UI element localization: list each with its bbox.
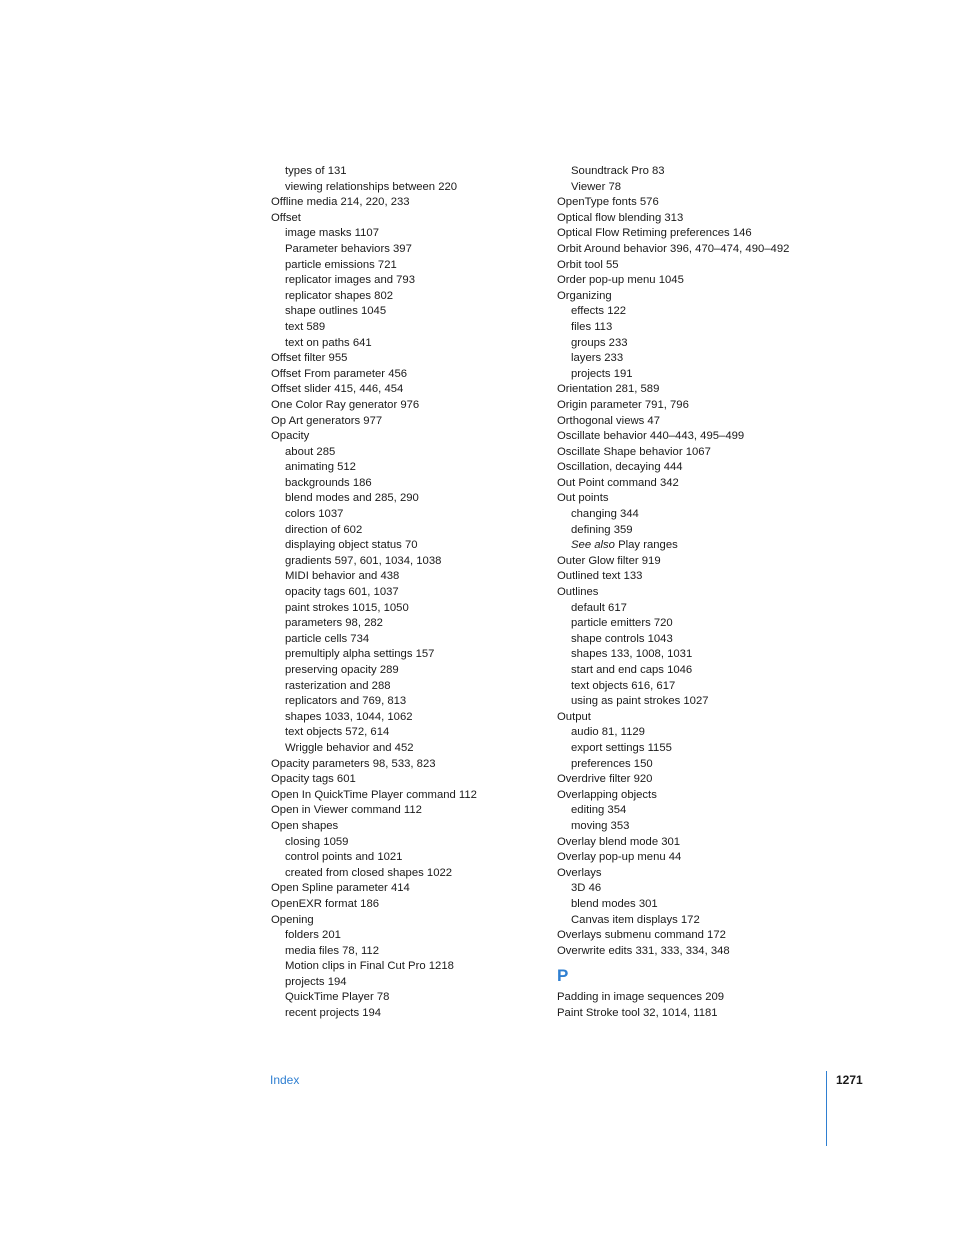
index-subentry: backgrounds 186 <box>285 476 372 489</box>
index-subentry: Viewer 78 <box>571 180 622 193</box>
index-subentry: moving 353 <box>571 819 630 832</box>
index-entry: Open shapes <box>271 819 339 832</box>
index-entry: Paint Stroke tool 32, 1014, 1181 <box>557 1006 718 1019</box>
index-entry: Orbit tool 55 <box>557 258 619 271</box>
index-subentry: types of 131 <box>285 165 347 177</box>
index-subentry: blend modes and 285, 290 <box>285 492 419 505</box>
index-entry: Out Point command 342 <box>557 476 679 489</box>
index-entry: Open in Viewer command 112 <box>271 804 422 817</box>
section-letter-heading: P <box>557 966 569 986</box>
index-subentry: replicators and 769, 813 <box>285 695 407 708</box>
index-column-left <box>271 164 551 1022</box>
index-entry: Oscillation, decaying 444 <box>557 461 683 474</box>
index-entry: Outlines <box>557 586 599 599</box>
index-entry: Offset slider 415, 446, 454 <box>271 383 404 396</box>
index-entry: Oscillate Shape behavior 1067 <box>557 445 711 458</box>
index-subentry: replicator images and 793 <box>285 274 415 287</box>
index-subentry: Wriggle behavior and 452 <box>285 741 414 754</box>
index-entry: Opacity parameters 98, 533, 823 <box>271 757 436 770</box>
index-subentry: text objects 572, 614 <box>285 726 390 739</box>
index-entry: Open In QuickTime Player command 112 <box>271 788 477 801</box>
index-entry: Op Art generators 977 <box>271 414 383 427</box>
index-subentry: paint strokes 1015, 1050 <box>285 601 409 614</box>
index-entry: Padding in image sequences 209 <box>557 991 725 1004</box>
index-subentry: projects 191 <box>571 367 633 380</box>
index-subentry: default 617 <box>571 601 627 614</box>
index-subentry: preferences 150 <box>571 757 653 770</box>
index-entry: Offset <box>271 211 301 224</box>
index-subentry: export settings 1155 <box>571 741 672 754</box>
index-subentry: premultiply alpha settings 157 <box>285 648 435 661</box>
index-subentry: gradients 597, 601, 1034, 1038 <box>285 554 442 567</box>
index-entry: Order pop-up menu 1045 <box>557 274 684 287</box>
index-subentry: shape outlines 1045 <box>285 305 387 318</box>
index-subentry: shapes 133, 1008, 1031 <box>571 648 693 661</box>
index-subentry: direction of 602 <box>285 523 363 536</box>
index-entry: Outlined text 133 <box>557 570 643 583</box>
index-subentry: text 589 <box>285 320 326 333</box>
index-subentry: text on paths 641 <box>285 336 372 349</box>
index-subentry: viewing relationships between 220 <box>285 180 458 193</box>
index-subentry: preserving opacity 289 <box>285 664 399 676</box>
index-subentry: files 113 <box>571 320 613 333</box>
index-subentry: Parameter behaviors 397 <box>285 242 412 255</box>
index-subentry: editing 354 <box>571 804 627 817</box>
index-subentry: groups 233 <box>571 336 628 349</box>
index-entry: Oscillate behavior 440–443, 495–499 <box>557 430 745 443</box>
index-entry: Overlapping objects <box>557 788 657 801</box>
index-subentry: using as paint strokes 1027 <box>571 695 709 708</box>
index-column-right <box>557 164 837 1021</box>
index-subentry: displaying object status 70 <box>285 539 418 552</box>
index-subentry: opacity tags 601, 1037 <box>285 586 399 599</box>
index-subentry: shape controls 1043 <box>571 632 673 645</box>
index-entry: Origin parameter 791, 796 <box>557 398 689 411</box>
index-subentry: Canvas item displays 172 <box>571 913 700 926</box>
index-subentry <box>557 538 837 554</box>
index-entry: Overlays <box>557 866 602 879</box>
index-subentry: folders 201 <box>285 929 341 942</box>
index-subentry: created from closed shapes 1022 <box>285 866 453 879</box>
index-entry: Overdrive filter 920 <box>557 773 653 786</box>
index-subentry: shapes 1033, 1044, 1062 <box>285 710 413 723</box>
index-entry: Opacity tags 601 <box>271 773 356 786</box>
index-subentry: particle emitters 720 <box>571 617 673 630</box>
footer-section-label: Index <box>270 1073 300 1087</box>
index-subentry: rasterization and 288 <box>285 679 391 692</box>
index-subentry: MIDI behavior and 438 <box>285 570 400 583</box>
index-subentry: about 285 <box>285 445 336 458</box>
index-entry: Out points <box>557 492 609 505</box>
index-subentry: start and end caps 1046 <box>571 664 693 676</box>
index-entry: Overlays submenu command 172 <box>557 929 726 942</box>
see-also-target: Play ranges <box>618 539 678 552</box>
index-entry: Orientation 281, 589 <box>557 383 660 396</box>
index-entry: One Color Ray generator 976 <box>271 398 420 411</box>
page-number: 1271 <box>836 1073 863 1087</box>
index-subentry: changing 344 <box>571 508 639 521</box>
index-subentry: replicator shapes 802 <box>285 289 394 302</box>
footer-divider <box>826 1071 827 1146</box>
index-subentry: audio 81, 1129 <box>571 726 645 739</box>
see-also-label: See also <box>571 539 615 552</box>
index-subentry: Motion clips in Final Cut Pro 1218 <box>285 960 454 973</box>
index-entry: Organizing <box>557 289 612 302</box>
index-subentry: 3D 46 <box>571 882 602 895</box>
index-subentry: closing 1059 <box>285 835 349 848</box>
index-entry: Opacity <box>271 430 310 443</box>
index-subentry: particle emissions 721 <box>285 258 397 271</box>
index-subentry: image masks 1107 <box>285 227 379 240</box>
index-subentry: blend modes 301 <box>571 897 658 910</box>
index-subentry: Soundtrack Pro 83 <box>571 165 665 177</box>
index-entry: Offset From parameter 456 <box>271 367 408 380</box>
index-entry: Opening <box>271 913 314 926</box>
index-entry: Open Spline parameter 414 <box>271 882 410 895</box>
index-entry: Optical flow blending 313 <box>557 211 684 224</box>
index-entry: Optical Flow Retiming preferences 146 <box>557 227 752 240</box>
index-subentry: defining 359 <box>571 523 633 536</box>
index-entry: Overlay pop-up menu 44 <box>557 851 682 864</box>
index-entry: Orbit Around behavior 396, 470–474, 490–492 <box>557 242 790 255</box>
index-entry: Orthogonal views 47 <box>557 414 660 427</box>
index-subentry: projects 194 <box>285 975 347 988</box>
index-subentry: effects 122 <box>571 305 627 318</box>
index-subentry: animating 512 <box>285 461 356 474</box>
index-entry: OpenType fonts 576 <box>557 196 659 209</box>
index-subentry: recent projects 194 <box>285 1007 382 1020</box>
index-subentry: colors 1037 <box>285 508 344 521</box>
index-subentry: control points and 1021 <box>285 851 403 864</box>
index-subentry: text objects 616, 617 <box>571 679 676 692</box>
index-entry: OpenEXR format 186 <box>271 897 380 910</box>
index-entry: Offline media 214, 220, 233 <box>271 196 410 209</box>
index-subentry: parameters 98, 282 <box>285 617 383 630</box>
index-entry: Output <box>557 710 591 723</box>
index-entry: Overlay blend mode 301 <box>557 835 681 848</box>
index-subentry: QuickTime Player 78 <box>285 991 390 1004</box>
index-subentry: media files 78, 112 <box>285 944 379 957</box>
index-entry: Outer Glow filter 919 <box>557 554 661 567</box>
index-entry: Overwrite edits 331, 333, 334, 348 <box>557 944 730 957</box>
index-subentry: layers 233 <box>571 352 624 365</box>
index-entry: Offset filter 955 <box>271 352 348 365</box>
index-subentry: particle cells 734 <box>285 632 370 645</box>
